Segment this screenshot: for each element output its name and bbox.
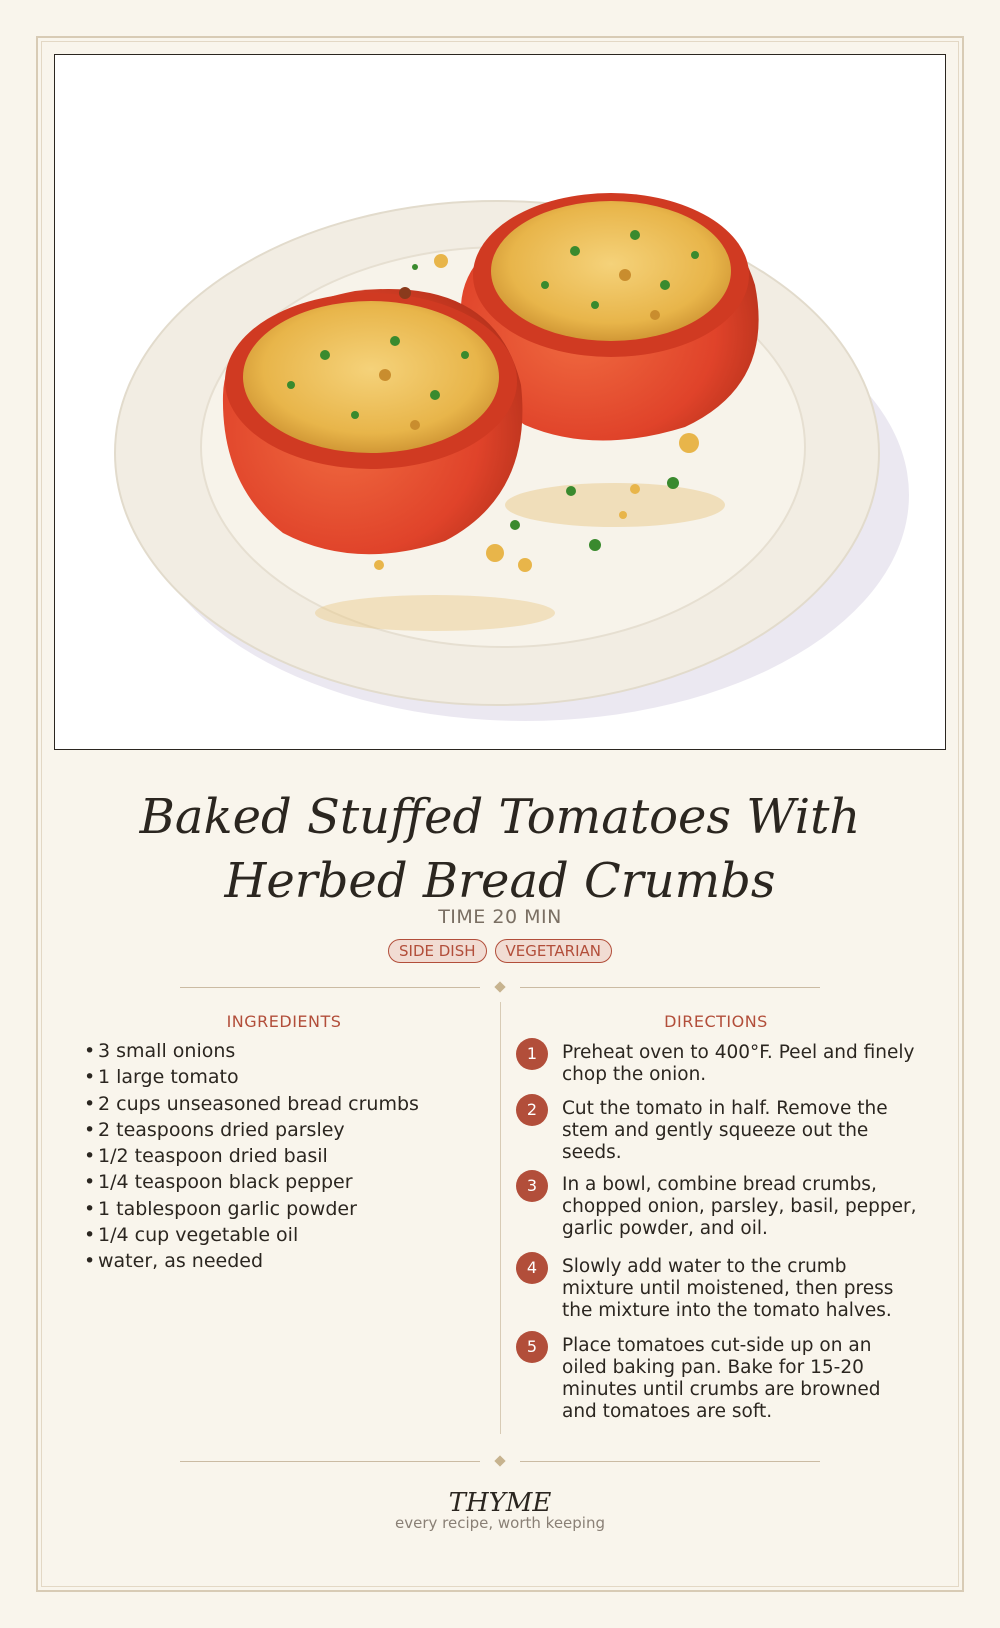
ingredient-item: • 1 large tomato: [84, 1066, 239, 1089]
step-number: 1: [516, 1038, 548, 1070]
step-text: In a bowl, combine bread crumbs, chopped onion, parsley, basil, pepper, garlic powder, and oil.: [562, 1174, 917, 1239]
ingredient-item: • water, as needed: [84, 1250, 264, 1273]
bottom-divider: [180, 1455, 820, 1469]
step-text: Cut the tomato in half. Remove the stem and gently squeeze out the seeds.: [562, 1098, 888, 1163]
divider-ornament-icon: [494, 1455, 505, 1466]
brand-name: THYME: [448, 1488, 552, 1518]
tag-vegetarian: VEGETARIAN: [495, 939, 612, 963]
directions-heading: DIRECTIONS: [664, 1012, 768, 1031]
ingredient-item: • 2 teaspoons dried parsley: [84, 1118, 345, 1141]
ingredient-item: • 1/2 teaspoon dried basil: [84, 1145, 328, 1168]
cook-time: TIME 20 MIN: [438, 906, 562, 928]
ingredients-heading: INGREDIENTS: [226, 1012, 342, 1031]
ingredient-item: • 3 small onions: [84, 1040, 236, 1062]
tag-list: [0, 939, 1000, 963]
tomato-left: [223, 287, 523, 554]
step-number: 2: [516, 1094, 548, 1126]
recipe-title: Baked Stuffed Tomatoes With Herbed Bread Crumbs: [139, 789, 861, 909]
divider-ornament-icon: [494, 981, 505, 992]
top-divider: [180, 981, 820, 995]
ingredient-item: • 1/4 teaspoon black pepper: [84, 1171, 353, 1194]
ingredient-item: • 1 tablespoon garlic powder: [84, 1197, 357, 1220]
ingredient-item: • 1/4 cup vegetable oil: [84, 1224, 299, 1247]
column-separator: [500, 1002, 501, 1434]
brand-tagline: every recipe, worth keeping: [394, 1514, 605, 1532]
recipe-photo: [54, 54, 946, 750]
tag-side-dish: SIDE DISH: [388, 939, 487, 963]
ingredient-item: • 2 cups unseasoned bread crumbs: [84, 1092, 419, 1115]
step-text: Slowly add water to the crumb mixture until moistened, then press the mixture into the tomato halves.: [562, 1256, 894, 1321]
step-number: 3: [516, 1170, 548, 1202]
step-text: Preheat oven to 400°F. Peel and finely chop the onion.: [562, 1042, 915, 1085]
step-text: Place tomatoes cut-side up on an oiled baking pan. Bake for 15-20 minutes until crumbs are browned and tomatoes are soft.: [562, 1335, 881, 1422]
stuffed-tomatoes-illustration: [55, 55, 946, 750]
ingredients-list: [84, 1040, 484, 1277]
step-number: 4: [516, 1252, 548, 1284]
step-number: 5: [516, 1331, 548, 1363]
